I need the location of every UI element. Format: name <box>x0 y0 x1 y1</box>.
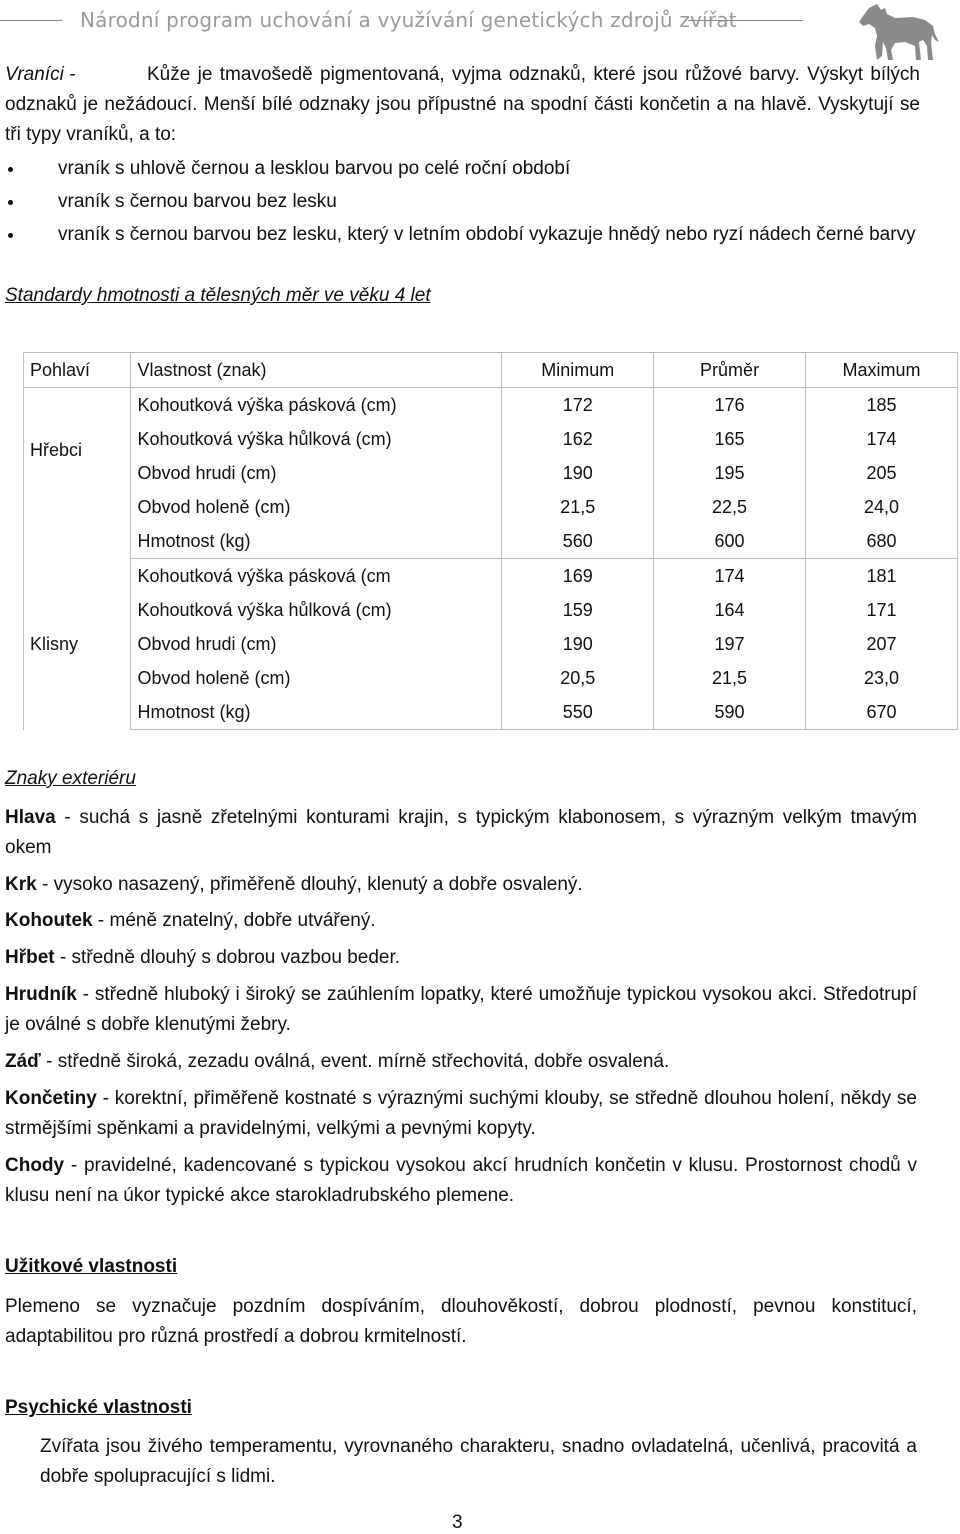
page-header <box>0 0 960 60</box>
exterior-item-croup: Záď - středně široká, zezadu oválná, event. mírně střechovitá, dobře osvalená. <box>5 1051 670 1072</box>
column-header: Vlastnost (znak) <box>131 353 502 388</box>
intro-paragraph <box>5 60 920 150</box>
coat-type-list <box>0 156 930 255</box>
list-item: vraník s uhlově černou a lesklou barvou po celé roční období <box>0 156 916 181</box>
page-number: 3 <box>452 1512 463 1533</box>
horse-logo-icon <box>855 2 941 66</box>
table-row: Hmotnost (kg) 550 590 670 <box>24 695 958 730</box>
exterior-item-withers: Kohoutek - méně znatelný, dobře utvářený. <box>5 910 376 931</box>
bullet-icon <box>8 200 13 205</box>
column-header: Maximum <box>805 353 957 388</box>
exterior-item-limbs: Končetiny - korektní, přiměřeně kostnaté s výraznými suchými klouby, se středně dlouhou holení, někdy se strmějšími spěnkami a pravidelnými, velkými a pevnými kopyty. <box>5 1088 917 1139</box>
bullet-icon <box>8 167 13 172</box>
table-row: Obvod holeně (cm) 21,5 22,5 24,0 <box>24 490 958 524</box>
column-header: Pohlaví <box>24 353 131 388</box>
exterior-item-chest: Hrudník - středně hluboký i široký se zaúhlením lopatky, které umožňuje typickou vysokou akci. Středotrupí je oválné s dobře klenutými žebry. <box>5 984 917 1035</box>
utility-text: Plemeno se vyznačuje pozdním dospíváním, dlouhověkostí, dobrou plodností, pevnou konstitucí, adaptabilitou pro různá prostředí a dobrou krmitelností. <box>5 1296 917 1347</box>
table-row: Obvod hrudi (cm) 190 197 207 <box>24 627 958 661</box>
table-row: Hřebci Kohoutková výška pásková (cm) 172 176 185 <box>24 388 958 423</box>
bullet-icon <box>8 233 13 238</box>
sex-cell-mares: Klisny <box>24 559 131 730</box>
list-item: vraník s černou barvou bez lesku, který v letním období vykazuje hnědý nebo ryzí nádech černé barvy <box>0 222 916 247</box>
exterior-item-gaits: Chody - pravidelné, kadencované s typickou vysokou akcí hrudních končetin v klusu. Prostornost chodů v klusu není na úkor typické akce starokladrubského plemene. <box>5 1155 917 1206</box>
exterior-title: Znaky exteriéru <box>5 768 136 789</box>
exterior-item-neck: Krk - vysoko nasazený, přiměřeně dlouhý, klenutý a dobře osvalený. <box>5 874 583 895</box>
column-header: Minimum <box>502 353 654 388</box>
table-row: Kohoutková výška hůlková (cm) 162 165 174 <box>24 422 958 456</box>
table-row: Klisny Kohoutková výška pásková (cm 169 174 181 <box>24 559 958 594</box>
table-header-row <box>24 353 958 388</box>
table-row: Hmotnost (kg) 560 600 680 <box>24 524 958 559</box>
header-title: Národní program uchování a využívání genetických zdrojů zvířat <box>80 8 737 32</box>
table-row: Kohoutková výška hůlková (cm) 159 164 171 <box>24 593 958 627</box>
psychic-title: Psychické vlastnosti <box>5 1397 192 1418</box>
psychic-text: Zvířata jsou živého temperamentu, vyrovnaného charakteru, snadno ovladatelná, učenlivá, pracovitá a dobře spolupracující s lidmi. <box>40 1436 917 1487</box>
column-header: Průměr <box>654 353 806 388</box>
table-row: Obvod hrudi (cm) 190 195 205 <box>24 456 958 490</box>
exterior-item-head: Hlava - suchá s jasně zřetelnými konturami krajin, s typickým klabonosem, s výrazným velkým tmavým okem <box>5 807 917 858</box>
header-rule-right <box>688 20 803 21</box>
intro-text: Kůže je tmavošedě pigmentovaná, vyjma odznaků, které jsou růžové barvy. Výskyt bílých odznaků je nežádoucí. Menší bílé odznaky jsou přípustné na spodní části končetin a na hlavě. Vyskytují se tři typy vraníků, a to: <box>5 64 920 145</box>
standards-title: Standardy hmotnosti a tělesných měr ve věku 4 let <box>5 285 431 306</box>
header-rule-left <box>0 20 62 21</box>
intro-label: Vraníci - <box>5 64 76 85</box>
list-item: vraník s černou barvou bez lesku <box>0 189 916 214</box>
measurements-table <box>23 352 958 730</box>
table-row: Obvod holeně (cm) 20,5 21,5 23,0 <box>24 661 958 695</box>
utility-title: Užitkové vlastnosti <box>5 1256 178 1277</box>
exterior-item-back: Hřbet - středně dlouhý s dobrou vazbou beder. <box>5 947 401 968</box>
sex-cell-stallions: Hřebci <box>24 388 131 559</box>
